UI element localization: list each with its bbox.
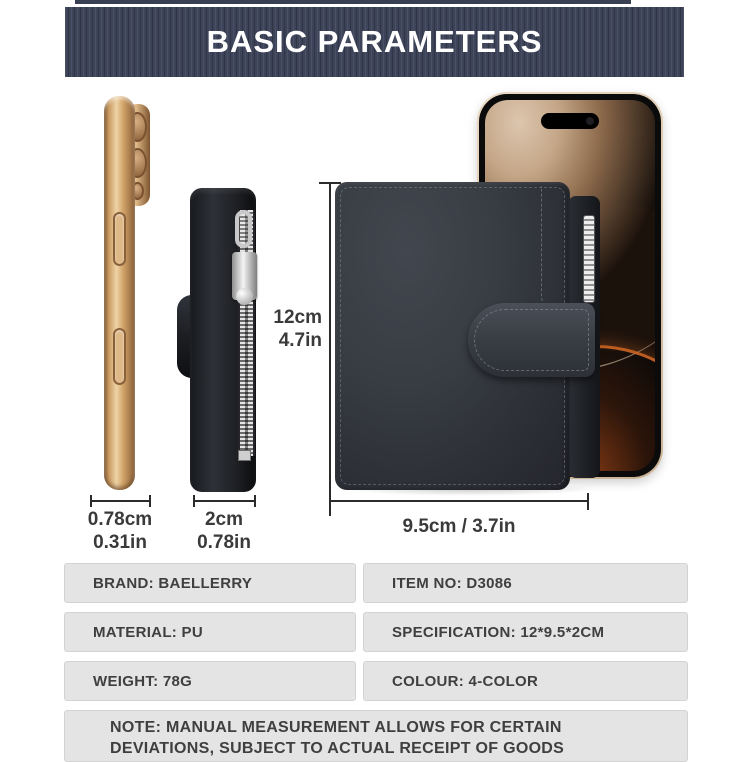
wallet-thickness-label: [162, 508, 286, 554]
note-line-1: NOTE: MANUAL MEASUREMENT ALLOWS FOR CERTAIN: [110, 719, 562, 736]
height-measure-line: [329, 183, 331, 516]
title-banner: [65, 7, 684, 77]
wallet-thickness-in: 0.78in: [197, 532, 251, 553]
page-title: BASIC PARAMETERS: [206, 24, 543, 59]
spec-cell-item-no: ITEM NO: D3086: [363, 563, 688, 603]
zipper-pull-hook: [235, 210, 252, 248]
wallet-height-cm: 12cm: [273, 307, 322, 328]
phone-volume-button: [113, 212, 126, 266]
zipper-stop: [238, 450, 251, 461]
wallet-thickness-bracket: [193, 495, 256, 507]
note-box: [64, 710, 688, 762]
width-measure-line: [329, 500, 589, 502]
spec-cell-material: MATERIAL: PU: [64, 612, 356, 652]
wallet-thickness-cm: 2cm: [204, 509, 244, 530]
note-line-2: DEVIATIONS, SUBJECT TO ACTUAL RECEIPT OF GOODS: [110, 740, 565, 757]
top-accent-strip: [75, 0, 631, 4]
spec-cell-brand: BRAND: BAELLERRY: [64, 563, 356, 603]
phone-thickness-cm: 0.78cm: [87, 509, 153, 530]
phone-side-image: [100, 96, 155, 492]
spec-cell-weight: WEIGHT: 78G: [64, 661, 356, 701]
wallet-front-zipper: [583, 215, 595, 303]
stitching: [474, 309, 589, 371]
phone-volume-button: [113, 328, 126, 385]
phone-thickness-in: 0.31in: [93, 532, 147, 553]
wallet-front-image: [335, 182, 601, 490]
wallet-height-in: 4.7in: [278, 330, 322, 351]
wallet-height-label: [238, 306, 322, 352]
height-measure-cap: [319, 182, 341, 184]
width-measure-cap: [587, 493, 589, 510]
wallet-width-label: 9.5cm / 3.7in: [402, 516, 516, 537]
phone-side-body: [104, 96, 135, 490]
card-flap-stitch: [541, 186, 568, 319]
zipper-knob: [236, 288, 253, 305]
phone-thickness-bracket: [90, 495, 151, 507]
spec-cell-colour: COLOUR: 4-COLOR: [363, 661, 688, 701]
dynamic-island: [541, 113, 599, 129]
wallet-snap-strap: [468, 303, 595, 377]
spec-cell-specification: SPECIFICATION: 12*9.5*2CM: [363, 612, 688, 652]
front-camera-icon: [586, 117, 594, 125]
